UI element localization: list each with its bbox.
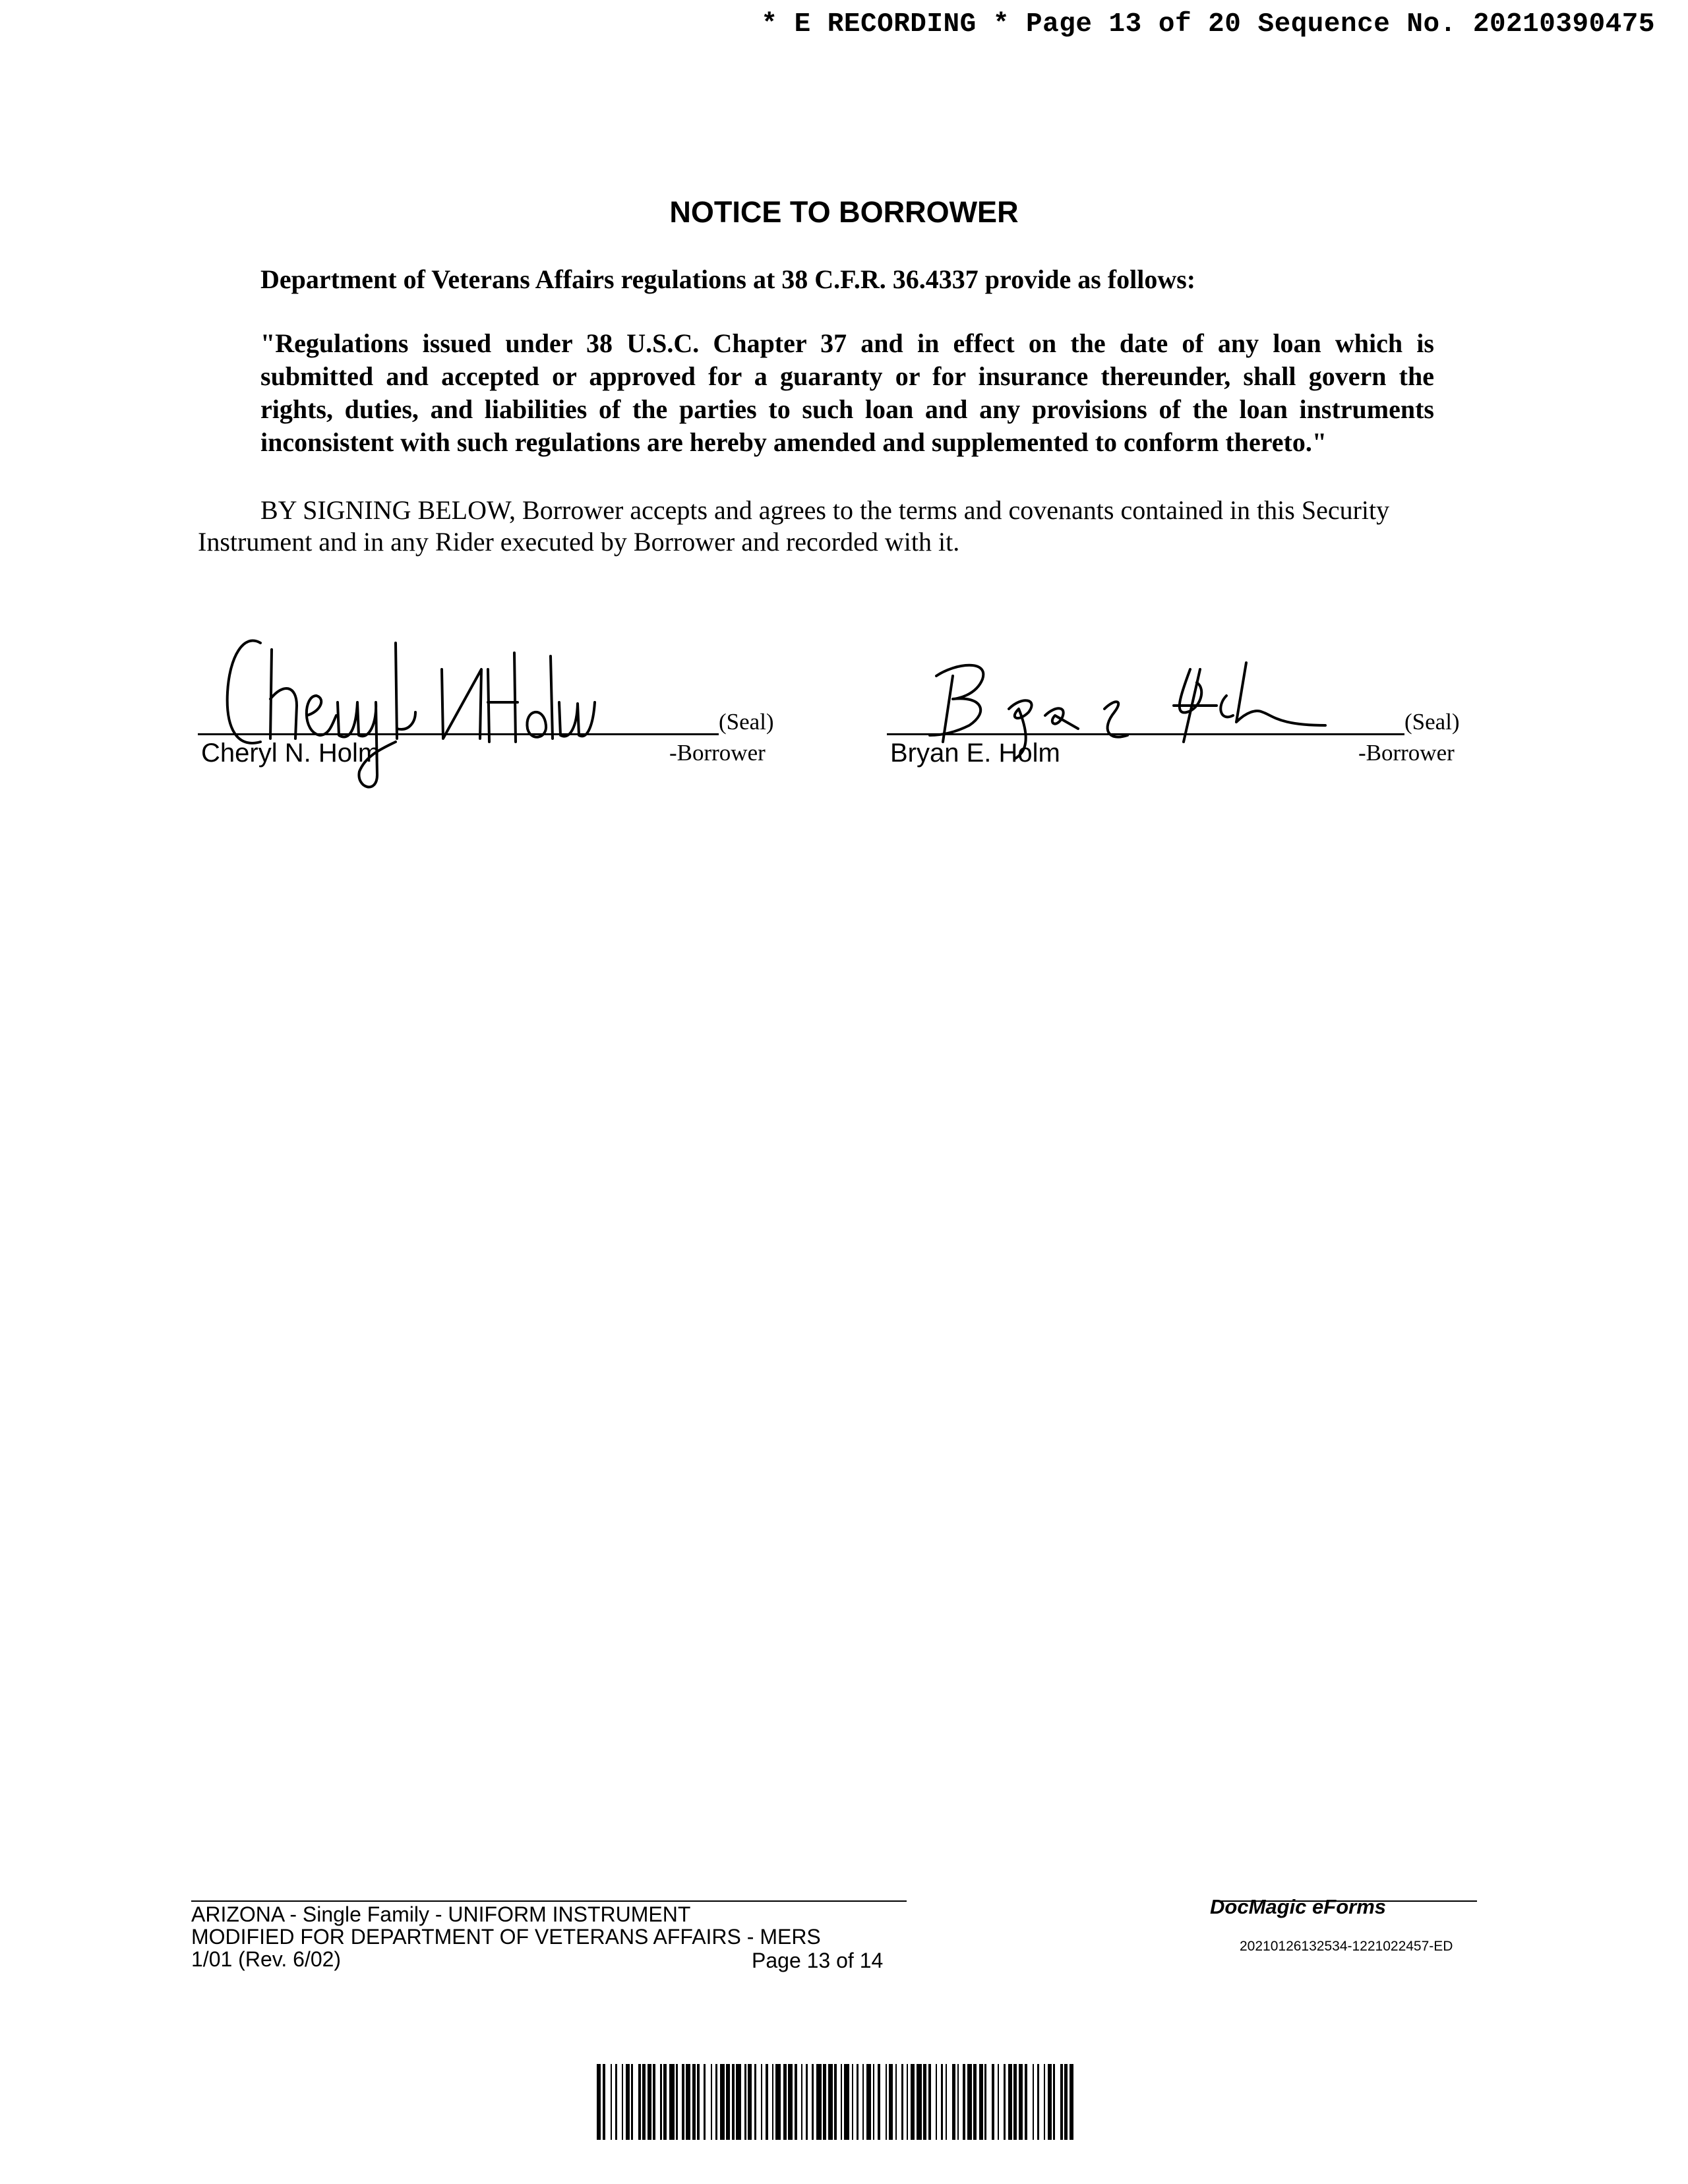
barcode-bar [946, 2064, 947, 2140]
barcode-bar [973, 2064, 977, 2140]
barcode-bar [775, 2064, 781, 2140]
document-barcode [597, 2064, 1075, 2140]
barcode-bar [1070, 2064, 1073, 2140]
barcode-bar [992, 2064, 994, 2140]
barcode-bar [844, 2064, 849, 2140]
barcode-bar [812, 2064, 814, 2140]
barcode-bar [873, 2064, 874, 2140]
barcode-bar [704, 2064, 706, 2140]
barcode-bar [878, 2064, 880, 2140]
bryan-printed-name: Bryan E. Holm [890, 739, 1060, 768]
barcode-bar [936, 2064, 937, 2140]
barcode-bar [998, 2064, 999, 2140]
regulation-quote-line-2: submitted and accepted or approved for a guaranty or for insurance thereunder, shall govern the [260, 361, 1434, 391]
barcode-bar [952, 2064, 955, 2140]
barcode-bar [653, 2064, 655, 2140]
regulation-quote-line-1: "Regulations issued under 38 U.S.C. Chapter 37 and in effect on the date of any loan which is [260, 328, 1434, 358]
barcode-bar [889, 2064, 893, 2140]
barcode-bar [862, 2064, 864, 2140]
barcode-bar [923, 2064, 926, 2140]
barcode-bar [1013, 2064, 1017, 2140]
barcode-bar [901, 2064, 903, 2140]
barcode-bar [957, 2064, 959, 2140]
barcode-bar [1060, 2064, 1063, 2140]
barcode-bar [663, 2064, 667, 2140]
barcode-bar [1044, 2064, 1045, 2140]
barcode-bar [886, 2064, 887, 2140]
barcode-bar [984, 2064, 986, 2140]
footer-document-id: 20210126132534-1221022457-ED [1240, 1939, 1453, 1954]
barcode-bar [857, 2064, 859, 2140]
barcode-bar [597, 2064, 601, 2140]
barcode-bar [720, 2064, 725, 2140]
footer-vendor-label: DocMagic eForms [1210, 1895, 1387, 1918]
barcode-bar [692, 2064, 696, 2140]
barcode-bar [711, 2064, 712, 2140]
bryan-role-label: -Borrower [1358, 740, 1455, 766]
barcode-bar [669, 2064, 675, 2140]
cheryl-role-label: -Borrower [669, 740, 766, 766]
barcode-bar [726, 2064, 730, 2140]
barcode-bar [686, 2064, 690, 2140]
bryan-signature-line [887, 733, 1404, 735]
barcode-bar [852, 2064, 853, 2140]
barcode-bar [866, 2064, 871, 2140]
barcode-bar [697, 2064, 700, 2140]
barcode-bar [631, 2064, 633, 2140]
barcode-bar [783, 2064, 787, 2140]
barcode-bar [806, 2064, 808, 2140]
barcode-bar [1037, 2064, 1039, 2140]
barcode-bar [928, 2064, 931, 2140]
bryan-seal-label: (Seal) [1404, 709, 1460, 735]
footer-form-line-3: 1/01 (Rev. 6/02) [191, 1947, 342, 1971]
footer-form-line-2: MODIFIED FOR DEPARTMENT OF VETERANS AFFAIRS - MERS [191, 1925, 821, 1949]
barcode-bar [795, 2064, 797, 2140]
barcode-bar [642, 2064, 646, 2140]
barcode-bar [1064, 2064, 1068, 2140]
footer-left-rule [191, 1900, 907, 1902]
barcode-bar [615, 2064, 617, 2140]
barcode-bar [626, 2064, 630, 2140]
barcode-bar [744, 2064, 746, 2140]
footer-page-number: Page 13 of 14 [752, 1949, 884, 1972]
barcode-bar [761, 2064, 762, 2140]
cheryl-seal-label: (Seal) [719, 709, 774, 735]
barcode-bar [648, 2064, 651, 2140]
barcode-bar [828, 2064, 833, 2140]
barcode-bar [660, 2064, 662, 2140]
barcode-bar [766, 2064, 768, 2140]
notice-title: NOTICE TO BORROWER [669, 195, 1019, 229]
barcode-bar [748, 2064, 752, 2140]
department-regulation-line: Department of Veterans Affairs regulations at 38 C.F.R. 36.4337 provide as follows: [260, 264, 1196, 294]
barcode-bar [823, 2064, 826, 2140]
barcode-bar [622, 2064, 623, 2140]
cheryl-printed-name: Cheryl N. Holm [201, 739, 380, 768]
barcode-bar [1033, 2064, 1034, 2140]
barcode-bar [816, 2064, 822, 2140]
recording-header: * E RECORDING * Page 13 of 20 Sequence No. 20210390475 [761, 9, 1655, 40]
barcode-bar [611, 2064, 612, 2140]
barcode-bar [1025, 2064, 1027, 2140]
barcode-bar [1048, 2064, 1052, 2140]
barcode-bar [676, 2064, 678, 2140]
barcode-bar [967, 2064, 972, 2140]
regulation-quote-line-4: inconsistent with such regulations are hereby amended and supplemented to conform thereto." [260, 427, 1327, 457]
barcode-bar [963, 2064, 965, 2140]
barcode-bar [1019, 2064, 1023, 2140]
barcode-bar [788, 2064, 793, 2140]
barcode-bar [834, 2064, 837, 2140]
signing-statement-line-1: BY SIGNING BELOW, Borrower accepts and agrees to the terms and covenants contained in this Security [260, 495, 1390, 525]
barcode-bar [715, 2064, 717, 2140]
barcode-bar [907, 2064, 908, 2140]
cheryl-signature-line [198, 733, 719, 735]
barcode-bar [754, 2064, 756, 2140]
barcode-bar [638, 2064, 641, 2140]
barcode-bar [979, 2064, 983, 2140]
barcode-bar [732, 2064, 735, 2140]
barcode-bar [941, 2064, 943, 2140]
barcode-bar [603, 2064, 605, 2140]
barcode-bar [841, 2064, 842, 2140]
barcode-bar [801, 2064, 802, 2140]
barcode-bar [682, 2064, 684, 2140]
barcode-bar [772, 2064, 773, 2140]
barcode-bar [1004, 2064, 1006, 2140]
barcode-bar [1008, 2064, 1012, 2140]
signing-statement-line-2: Instrument and in any Rider executed by Borrower and recorded with it. [198, 527, 960, 557]
barcode-bar [736, 2064, 741, 2140]
barcode-bar [917, 2064, 922, 2140]
barcode-bar [911, 2064, 915, 2140]
regulation-quote-line-3: rights, duties, and liabilities of the parties to such loan and any provisions of the loan instruments [260, 394, 1434, 424]
barcode-bar [895, 2064, 897, 2140]
footer-form-line-1: ARIZONA - Single Family - UNIFORM INSTRUMENT [191, 1902, 691, 1926]
barcode-bar [1053, 2064, 1055, 2140]
